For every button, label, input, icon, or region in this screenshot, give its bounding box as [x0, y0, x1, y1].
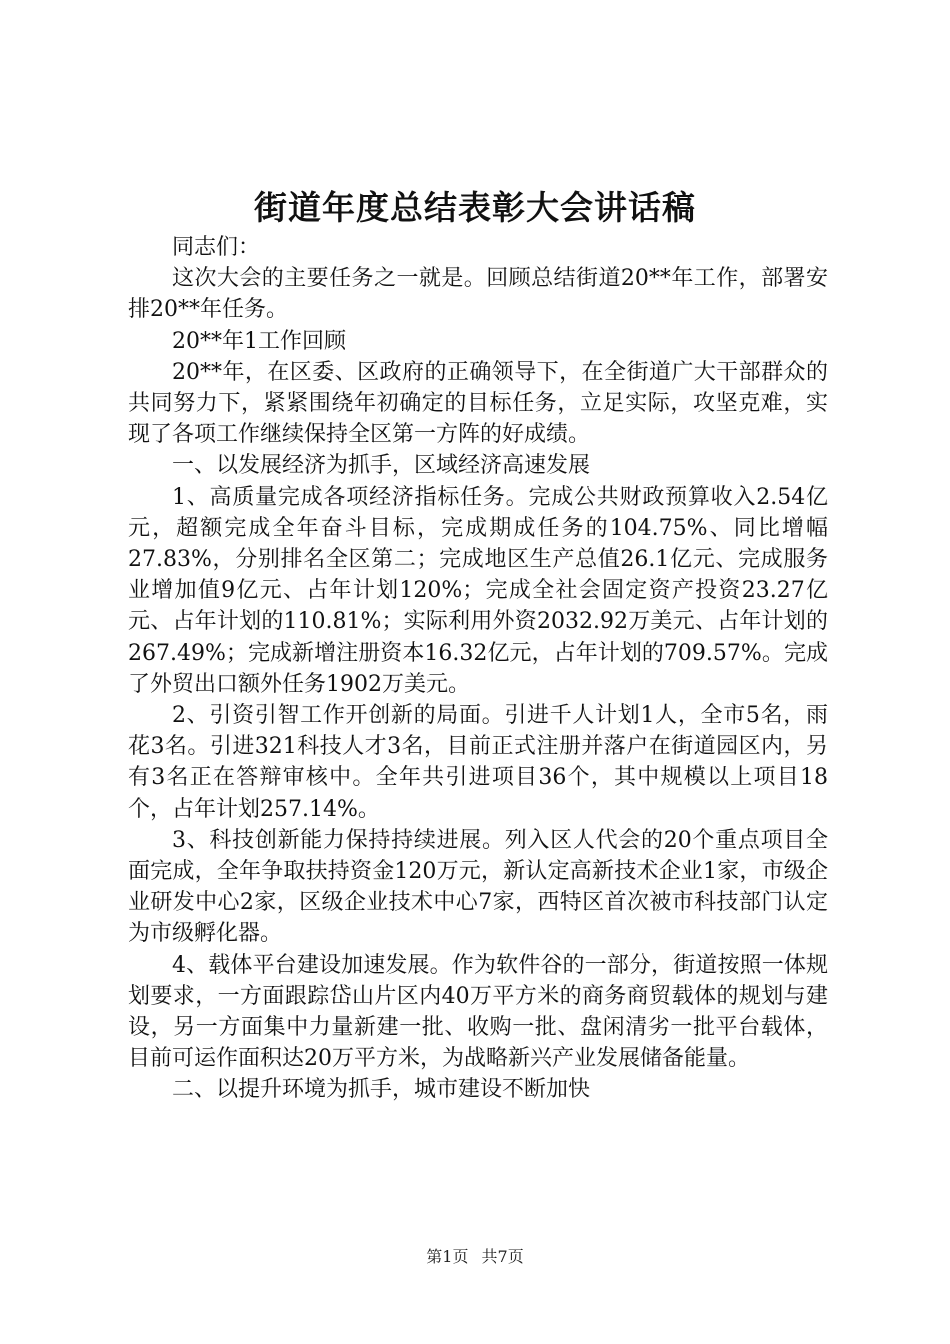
section-heading: 二、以提升环境为抓手，城市建设不断加快 — [172, 1077, 591, 1103]
body-paragraph: 2、引资引智工作开创新的局面。引进千人计划1人，全市5名，雨花3名。引进321科技人才3名，目前正式注册并落户在街道园区内，另有3名正在答辩审核中。全年共引进项目36个，其中规模以上项目18个，占年计划257.14%。 — [128, 703, 828, 822]
body-paragraph: 这次大会的主要任务之一就是。回顾总结街道20**年工作，部署安排20**年任务。 — [128, 266, 828, 323]
body-paragraph: 20**年，在区委、区政府的正确领导下，在全街道广大干部群众的共同努力下，紧紧围绕年初确定的目标任务，立足实际，攻坚克难，实现了各项工作继续保持全区第一方阵的好成绩。 — [128, 359, 828, 448]
page-number-total: 共7页 — [481, 1247, 524, 1266]
body-paragraph: 1、高质量完成各项经济指标任务。完成公共财政预算收入2.54亿元，超额完成全年奋斗目标，完成期成任务的104.75%、同比增幅27.83%，分别排名全区第二；完成地区生产总值26.1亿元、完成服务业增加值9亿元、占年计划120%；完成全社会固定资产投资23.27亿元、占年计划的110.81%；实际利用外资2032.92万美元、占年计划的267.49%；完成新增注册资本16.32亿元，占年计划的709.57%。完成了外贸出口额外任务1902万美元。 — [128, 484, 828, 697]
section-heading: 20**年1工作回顾 — [172, 328, 346, 354]
document-body — [128, 232, 828, 1106]
body-paragraph: 4、载体平台建设加速发展。作为软件谷的一部分，街道按照一体规划要求，一方面跟踪岱山片区内40万平方米的商务商贸载体的规划与建设，另一方面集中力量新建一批、收购一批、盘闲清劣一批平台载体，目前可运作面积达20万平方米，为战略新兴产业发展储备能量。 — [128, 952, 828, 1072]
page-number-current: 第1页 — [426, 1247, 469, 1266]
salutation-paragraph: 同志们： — [172, 235, 261, 260]
body-paragraph: 3、科技创新能力保持持续进展。列入区人代会的20个重点项目全面完成，全年争取扶持资金120万元，新认定高新技术企业1家，市级企业研发中心2家，区级企业技术中心7家，西特区首次被市科技部门认定为市级孵化器。 — [128, 827, 828, 947]
document-title: 街道年度总结表彰大会讲话稿 — [254, 188, 696, 227]
page-footer — [0, 1245, 950, 1269]
section-heading: 一、以发展经济为抓手，区域经济高速发展 — [172, 453, 591, 479]
